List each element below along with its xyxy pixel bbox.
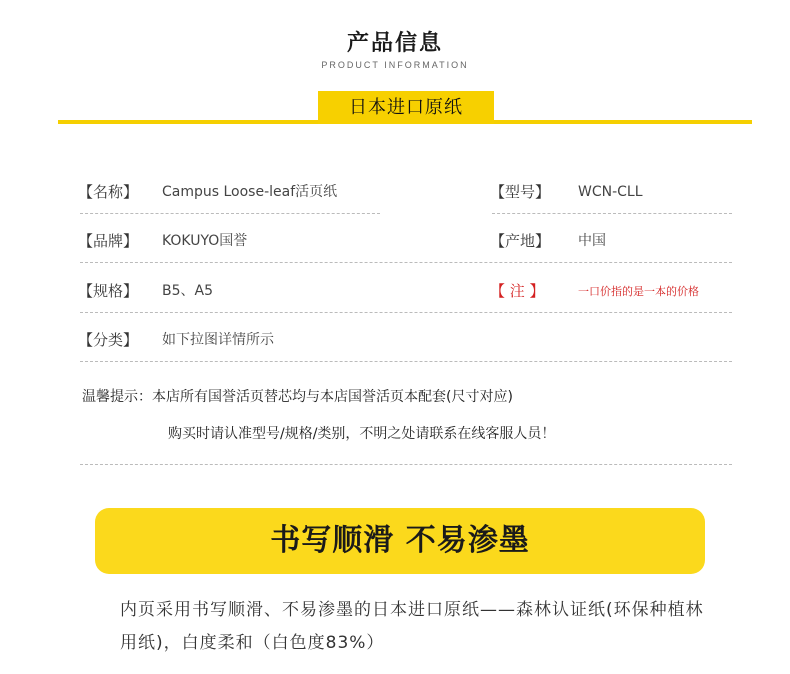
spec-brand-value: KOKUYO国誉 [162, 233, 248, 249]
row-divider [80, 312, 732, 313]
page-title: 产品信息 [346, 31, 443, 56]
spec-model-label: 【型号】 [490, 183, 551, 201]
page-subtitle: PRODUCT INFORMATION [321, 60, 469, 70]
spec-size-label: 【规格】 [78, 282, 139, 300]
section-tab: 日本进口原纸 [318, 91, 494, 124]
row-divider [80, 213, 380, 214]
spec-name-value: Campus Loose-leaf活页纸 [162, 184, 338, 200]
spec-origin-value: 中国 [578, 233, 606, 249]
spec-name-label: 【名称】 [78, 183, 139, 201]
row-divider [80, 262, 732, 263]
spec-model-value: WCN-CLL [578, 184, 643, 200]
tip-line-2: 购买时请认准型号/规格/类别，不明之处请联系在线客服人员！ [168, 426, 556, 442]
row-divider [80, 361, 732, 362]
row-divider [492, 213, 732, 214]
spec-category-value: 如下拉图详情所示 [162, 332, 274, 348]
spec-brand-label: 【品牌】 [78, 232, 139, 250]
spec-note-label: 【 注 】 [490, 282, 545, 300]
product-description: 内页采用书写顺滑、不易渗墨的日本进口原纸——森林认证纸(环保种植林用纸)，白度柔和（白色度83%） [120, 600, 704, 653]
spec-origin-label: 【产地】 [490, 232, 551, 250]
section-divider [80, 464, 732, 465]
feature-banner: 书写顺滑 不易渗墨 [95, 508, 705, 574]
spec-size-value: B5、A5 [162, 283, 213, 299]
spec-category-label: 【分类】 [78, 331, 139, 349]
spec-note-value: 一口价指的是一本的价格 [578, 285, 699, 298]
tip-line-1: 温馨提示：本店所有国誉活页替芯均与本店国誉活页本配套(尺寸对应) [82, 389, 513, 405]
